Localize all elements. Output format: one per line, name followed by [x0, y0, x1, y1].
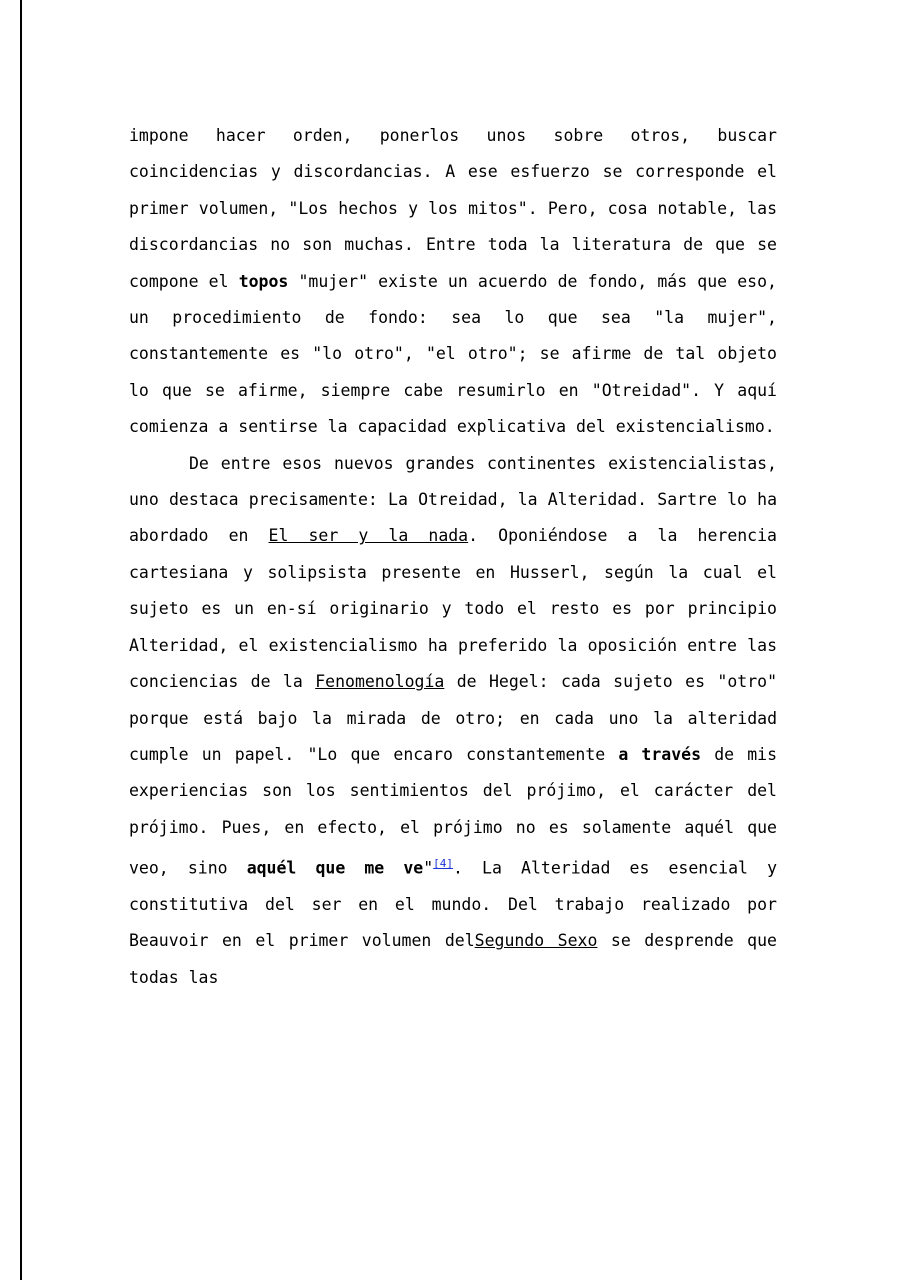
text-run: de Hegel: cada sujeto es "otro" porque está bajo la mirada de otro; en cada uno la alteridad cumple un papel. "Lo que encaro constantemente	[129, 672, 777, 764]
text-run: se desprende que todas las	[129, 931, 777, 987]
text-run: . Oponiéndose a la herencia cartesiana y solipsista presente en Husserl, según la cual el sujeto es un en-sí originario y todo el resto es por principio Alteridad, el existencialismo ha preferido la oposición entre las conciencias de la	[129, 526, 777, 692]
text-run: de mis experiencias son los sentimientos del prójimo, el carácter del prójimo. Pues, en efecto, el prójimo no es solamente aquél que veo, sino	[129, 744, 777, 878]
page-left-border	[20, 0, 22, 1280]
text-run-bold-topos: topos	[238, 271, 289, 291]
text-run-bold-a-traves: a través	[618, 744, 702, 764]
footnote-link-4[interactable]: [4]	[433, 857, 454, 871]
text-run: "mujer" existe un acuerdo de fondo, más que eso, un procedimiento de fondo: sea lo que sea "la mujer", constantemente es "lo otro", "el otro"; se afirme de tal objeto lo que se afirme, siempre cabe resumirlo en "Otreidad". Y aquí comienza a sentirse la capacidad explicativa del existencialismo.	[129, 271, 777, 437]
book-title-fenomenologia: Fenomenología	[315, 672, 445, 692]
document-body	[129, 118, 777, 996]
text-run: "	[423, 858, 434, 878]
book-title-el-ser-y-la-nada: El ser y la nada	[268, 526, 469, 546]
text-run: . La Alteridad es esencial y constitutiva del ser en el mundo. Del trabajo realizado por Beauvoir en el primer volumen del	[129, 858, 777, 951]
text-run-bold-aquel-que-me-ve: aquél que me ve	[246, 858, 424, 878]
book-title-segundo-sexo: Segundo Sexo	[474, 931, 598, 951]
paragraph-2	[129, 446, 777, 997]
paragraph-1	[129, 118, 777, 446]
text-run: De entre esos nuevos grandes continentes existencialistas, uno destaca precisamente: La Otreidad, la Alteridad. Sartre lo ha abordado en	[129, 453, 777, 546]
text-run: impone hacer orden, ponerlos unos sobre otros, buscar coincidencias y discordancias. A ese esfuerzo se corresponde el primer volumen, "Los hechos y los mitos". Pero, cosa notable, las discordancias no son muchas. Entre toda la literatura de que se compone el	[129, 126, 777, 291]
